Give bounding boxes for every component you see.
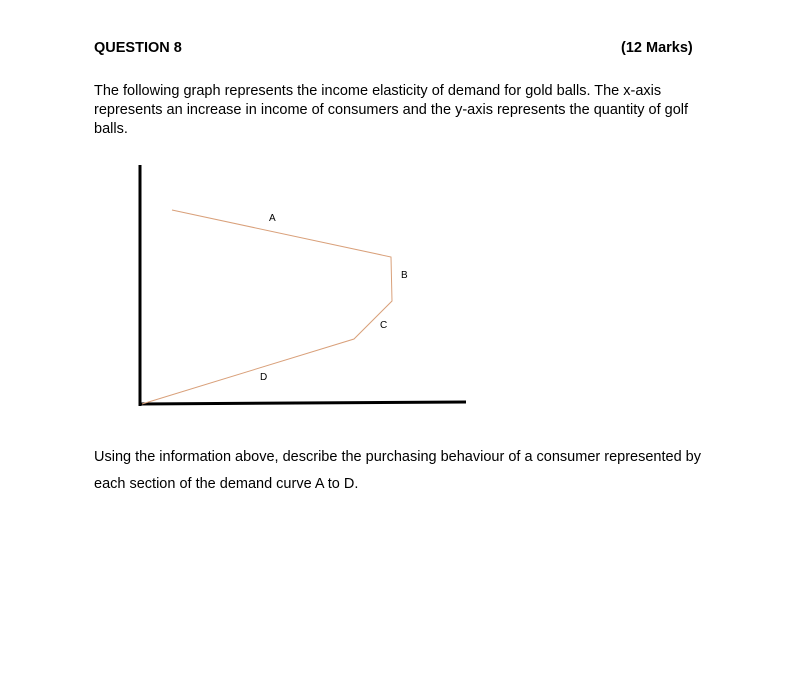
question-task: Using the information above, describe the purchasing behaviour of a consumer represented by each section of the demand curve A to D. <box>94 449 701 492</box>
question-title: QUESTION 8 <box>94 40 182 56</box>
question-marks: (12 Marks) <box>621 40 693 56</box>
label-d: D <box>260 372 268 383</box>
label-a: A <box>269 213 276 224</box>
x-axis <box>139 402 466 404</box>
question-intro: The following graph represents the income elasticity of demand for gold balls. The x-axis represents an increase in income of consumers and the y-axis represents the quantity of golf balls. <box>94 83 689 137</box>
label-c: C <box>380 320 388 331</box>
label-b: B <box>401 270 408 281</box>
